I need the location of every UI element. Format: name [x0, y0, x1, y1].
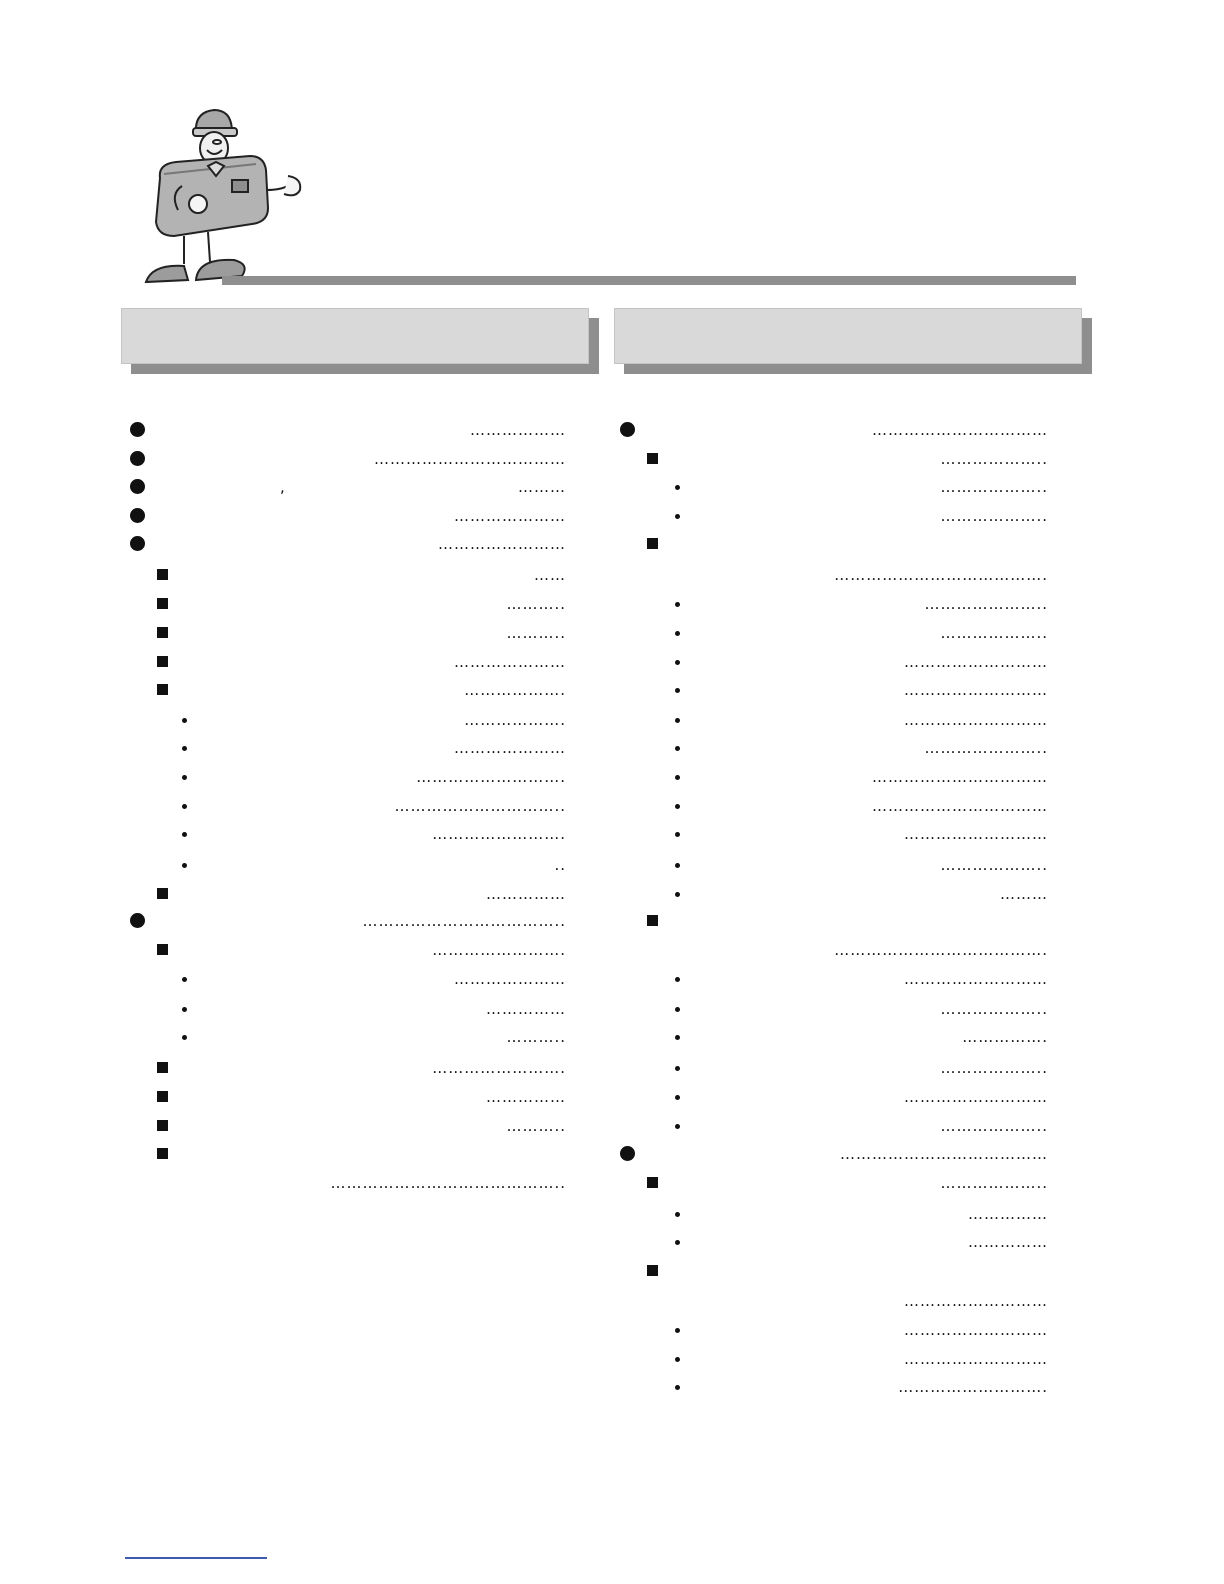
right-toc-entry[interactable]: [620, 1026, 1048, 1048]
toc-dot-leader: ………………..: [940, 1059, 1048, 1077]
toc-dot-leader: ………: [518, 478, 566, 496]
right-toc-entry[interactable]: [620, 1290, 1048, 1312]
left-toc-entry[interactable]: [130, 823, 566, 845]
right-toc-entry[interactable]: [620, 533, 1048, 555]
toc-dot-leader: ………………………: [904, 1292, 1048, 1310]
toc-dot-leader: ……………….: [464, 711, 566, 729]
circle-bullet-icon: [130, 508, 145, 523]
right-toc-entry[interactable]: [620, 854, 1048, 876]
toc-dot-leader: ………………………………….: [834, 566, 1048, 584]
right-toc-entry[interactable]: [620, 476, 1048, 498]
toc-dot-leader: ………………………: [904, 1350, 1048, 1368]
right-toc-entry[interactable]: [620, 910, 1048, 932]
right-toc-entry[interactable]: [620, 679, 1048, 701]
right-toc-entry[interactable]: [620, 883, 1048, 905]
toc-dot-leader: …………………: [454, 653, 566, 671]
toc-dot-leader: …………………: [454, 739, 566, 757]
toc-dot-leader: ……………………………………..: [330, 1174, 566, 1192]
toc-dot-leader: ………………………: [904, 1321, 1048, 1339]
left-toc-entry[interactable]: [130, 1026, 566, 1048]
circle-bullet-icon: [130, 451, 145, 466]
left-toc-entry[interactable]: [130, 766, 566, 788]
toc-dot-leader: …………………….: [432, 825, 566, 843]
right-toc-entry[interactable]: [620, 1057, 1048, 1079]
toc-dot-leader: ………………………………..: [362, 912, 566, 930]
left-header-face: [121, 308, 589, 364]
left-toc-entry[interactable]: [130, 939, 566, 961]
toc-dot-leader: [650, 533, 1048, 555]
circle-bullet-icon: [620, 422, 635, 437]
toc-dot-leader: ………………………………….: [834, 941, 1048, 959]
left-section-header: [121, 308, 589, 364]
toc-dot-leader: ……………………………: [872, 797, 1048, 815]
toc-dot-leader: ………………………………: [374, 450, 566, 468]
left-toc-entry[interactable]: [130, 910, 566, 932]
toc-dot-leader: ………………………: [904, 970, 1048, 988]
toc-dot-leader: ………………………: [904, 681, 1048, 699]
right-toc-entry[interactable]: [620, 766, 1048, 788]
toc-dot-leader: ……………: [968, 1205, 1048, 1223]
toc-dot-leader: ……………………: [438, 535, 566, 553]
right-header-face: [614, 308, 1082, 364]
left-toc-entry[interactable]: [130, 476, 566, 498]
circle-bullet-icon: [130, 479, 145, 494]
footer-link-underline[interactable]: [125, 1557, 267, 1559]
right-toc-entry[interactable]: [620, 709, 1048, 731]
right-toc-entry[interactable]: [620, 998, 1048, 1020]
toc-entry-label: ,: [280, 478, 285, 496]
right-toc-entry[interactable]: [620, 651, 1048, 673]
left-toc-entry[interactable]: [130, 1086, 566, 1108]
camera-mascot-icon: [138, 104, 308, 290]
left-toc-entry[interactable]: [130, 505, 566, 527]
left-toc-entry[interactable]: [130, 998, 566, 1020]
right-toc-entry[interactable]: [620, 968, 1048, 990]
left-toc-entry[interactable]: [130, 1057, 566, 1079]
toc-dot-leader: …………………..: [924, 739, 1048, 757]
left-toc-entry[interactable]: [130, 1115, 566, 1137]
right-toc-entry[interactable]: [620, 823, 1048, 845]
toc-dot-leader: ……………………………: [872, 421, 1048, 439]
right-toc-entry[interactable]: [620, 1260, 1048, 1282]
right-section-header: [614, 308, 1082, 364]
toc-dot-leader: [650, 1260, 1048, 1282]
toc-dot-leader: …………………: [454, 970, 566, 988]
toc-dot-leader: ……………….: [464, 681, 566, 699]
right-toc-entry[interactable]: [620, 939, 1048, 961]
left-toc-entry[interactable]: [130, 419, 566, 441]
right-toc-entry[interactable]: [620, 1086, 1048, 1108]
toc-dot-leader: ……………: [968, 1233, 1048, 1251]
toc-dot-leader: [650, 910, 1048, 932]
toc-dot-leader: ……………………………: [872, 768, 1048, 786]
toc-dot-leader: ………………..: [940, 1117, 1048, 1135]
toc-dot-leader: ………..: [506, 595, 566, 613]
toc-dot-leader: …………………….: [432, 1059, 566, 1077]
right-toc-entry[interactable]: [620, 1115, 1048, 1137]
right-toc-entry[interactable]: [620, 1143, 1048, 1165]
toc-dot-leader: ………………: [470, 421, 566, 439]
toc-dot-leader: ………………..: [940, 1000, 1048, 1018]
right-toc-entry[interactable]: [620, 1319, 1048, 1341]
toc-dot-leader: ………………………: [904, 653, 1048, 671]
toc-dot-leader: …………….: [962, 1028, 1048, 1046]
left-toc-entry[interactable]: [130, 593, 566, 615]
right-toc-entry[interactable]: [620, 795, 1048, 817]
right-toc-entry[interactable]: [620, 419, 1048, 441]
toc-dot-leader: ……………………….: [416, 768, 566, 786]
toc-dot-leader: [160, 1143, 566, 1165]
toc-dot-leader: ………………..: [940, 507, 1048, 525]
toc-dot-leader: ………………..: [940, 478, 1048, 496]
toc-dot-leader: ……: [534, 566, 566, 584]
left-toc-entry[interactable]: [130, 448, 566, 470]
right-toc-entry[interactable]: [620, 564, 1048, 586]
circle-bullet-icon: [130, 913, 145, 928]
toc-dot-leader: ………………..: [940, 624, 1048, 642]
left-toc-entry[interactable]: [130, 1172, 566, 1194]
right-toc-entry[interactable]: [620, 505, 1048, 527]
left-toc-entry[interactable]: [130, 622, 566, 644]
toc-dot-leader: ………………..: [940, 1174, 1048, 1192]
right-toc-entry[interactable]: [620, 1203, 1048, 1225]
toc-dot-leader: ………………………: [904, 711, 1048, 729]
toc-dot-leader: …………………..: [924, 595, 1048, 613]
toc-dot-leader: ……………………….: [898, 1378, 1048, 1396]
toc-dot-leader: ……………: [486, 885, 566, 903]
toc-dot-leader: ……………: [486, 1000, 566, 1018]
right-toc-entry[interactable]: [620, 593, 1048, 615]
left-toc-entry[interactable]: [130, 709, 566, 731]
toc-dot-leader: ………………………: [904, 825, 1048, 843]
toc-dot-leader: …………………………………: [840, 1145, 1048, 1163]
left-toc-entry[interactable]: [130, 533, 566, 555]
left-toc-entry[interactable]: [130, 968, 566, 990]
toc-dot-leader: ……………: [486, 1088, 566, 1106]
left-toc-entry[interactable]: [130, 651, 566, 673]
right-toc-entry[interactable]: [620, 1231, 1048, 1253]
right-toc-entry[interactable]: [620, 1376, 1048, 1398]
toc-dot-leader: ………..: [506, 1028, 566, 1046]
left-toc-entry[interactable]: [130, 737, 566, 759]
toc-dot-leader: …………………….: [432, 941, 566, 959]
left-toc-entry[interactable]: [130, 795, 566, 817]
toc-dot-leader: ………..: [506, 624, 566, 642]
toc-dot-leader: ………..: [506, 1117, 566, 1135]
toc-dot-leader: ………………..: [940, 450, 1048, 468]
right-toc-entry[interactable]: [620, 737, 1048, 759]
title-rule: [222, 276, 1076, 285]
right-toc-entry[interactable]: [620, 622, 1048, 644]
right-toc-entry[interactable]: [620, 1348, 1048, 1370]
circle-bullet-icon: [130, 422, 145, 437]
left-toc-entry[interactable]: [130, 883, 566, 905]
right-toc-entry[interactable]: [620, 1172, 1048, 1194]
left-toc-entry[interactable]: [130, 679, 566, 701]
toc-dot-leader: ..: [554, 856, 566, 874]
left-toc-entry[interactable]: [130, 1143, 566, 1165]
toc-dot-leader: …………………: [454, 507, 566, 525]
toc-dot-leader: …………………………..: [394, 797, 566, 815]
circle-bullet-icon: [130, 536, 145, 551]
left-toc-entry[interactable]: [130, 854, 566, 876]
toc-dot-leader: ………………………: [904, 1088, 1048, 1106]
toc-dot-leader: ………………..: [940, 856, 1048, 874]
circle-bullet-icon: [620, 1146, 635, 1161]
toc-dot-leader: ………: [1000, 885, 1048, 903]
left-toc-entry[interactable]: [130, 564, 566, 586]
right-toc-entry[interactable]: [620, 448, 1048, 470]
